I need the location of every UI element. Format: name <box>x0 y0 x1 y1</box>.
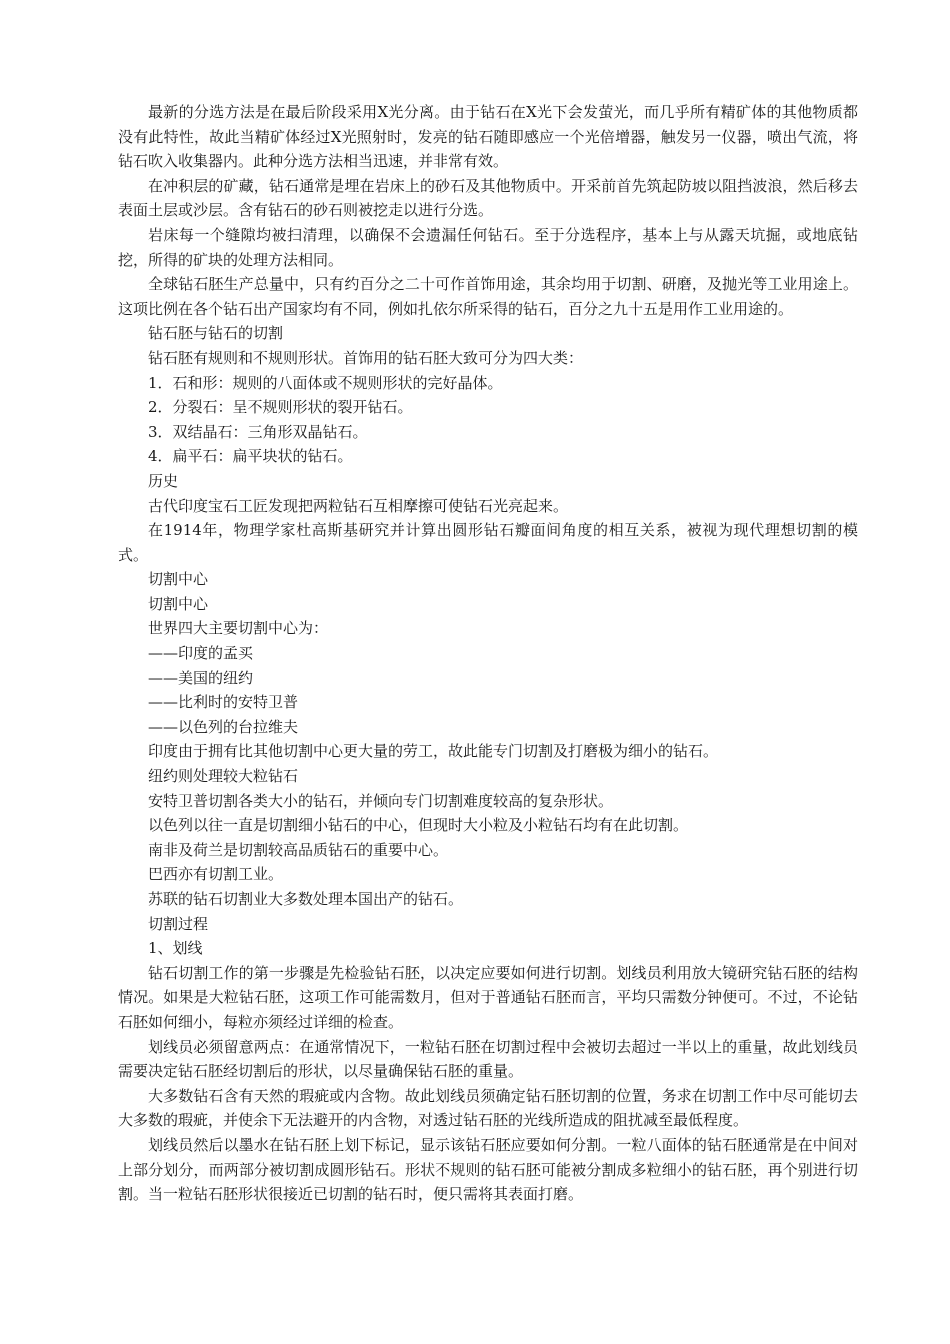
paragraph-inclusions: 大多数钻石含有天然的瑕疵或内含物。故此划线员须确定钻石胚切割的位置，务求在切割工作中尽可能切去大多数的瑕疵，并使余下无法避开的内含物，对透过钻石胚的光线所造成的阻扰减至最低程度。 <box>118 1086 858 1130</box>
paragraph-bedrock-cleaning: 岩床每一个缝隙均被扫清理，以确保不会遗漏任何钻石。至于分选程序，基本上与从露天坑掘，或地底钻挖，所得的矿块的处理方法相同。 <box>118 225 858 269</box>
paragraph-four-centers: 世界四大主要切割中心为： <box>148 619 329 638</box>
paragraph-south-africa-netherlands: 南非及荷兰是切割较高品质钻石的重要中心。 <box>148 840 449 859</box>
paragraph-marking-two-points: 划线员必须留意两点：在通常情况下，一粒钻石胚在切割过程中会被切去超过一半以上的重量，故此划线员需要决定钻石胚经切割后的形状，以尽量确保钻石胚的重量。 <box>118 1037 858 1081</box>
paragraph-1914: 在1914年，物理学家杜高斯基研究并计算出圆形钻石瓣面间角度的相互关系，被视为现代理想切割的模式。 <box>118 521 858 564</box>
paragraph-antwerp: 安特卫普切割各类大小的钻石，并倾向专门切割难度较高的复杂形状。 <box>148 791 614 810</box>
paragraph-alluvial-deposits: 在冲积层的矿藏，钻石通常是埋在岩床上的砂石及其他物质中。开采前首先筑起防坡以阻挡波浪，然后移去表面土层或沙层。含有钻石的砂石则被挖走以进行分选。 <box>118 176 858 220</box>
paragraph-new-york: 纽约则处理较大粒钻石 <box>148 767 299 786</box>
paragraph-ink-marking: 划线员然后以墨水在钻石胚上划下标记，显示该钻石胚应要如何分割。一粒八面体的钻石胚通常是在中间对上部分划分，而两部分被切割成圆形钻石。形状不规则的钻石胚可能被分割成多粒细小的钻石胚，再个别进行切割。当一粒钻石胚形状很接近已切割的钻石时，便只需将其表面打磨。 <box>118 1135 858 1204</box>
list-item-shape-1: 1．石和形：规则的八面体或不规则形状的完好晶体。 <box>148 373 503 392</box>
paragraph-xray-sorting: 最新的分选方法是在最后阶段采用X光分离。由于钻石在X光下会发萤光，而几乎所有精矿体的其他物质都没有此特性，故此当精矿体经过X光照射时，发亮的钻石随即感应一个光倍增器，触发另一仪器，喷出气流，将钻石吹入收集器内。此种分选方法相当迅速，并非常有效。 <box>118 103 858 171</box>
paragraph-global-production: 全球钻石胚生产总量中，只有约百分之二十可作首饰用途，其余均用于切割、研磨，及抛光等工业用途上。这项比例在各个钻石出产国家均有不同，例如扎依尔所采得的钻石，百分之九十五是用作工业用途的。 <box>118 275 858 318</box>
section-heading-cutting-centers: 切割中心 <box>148 570 209 589</box>
paragraph-israel: 以色列以往一直是切割细小钻石的中心，但现时大小粒及小粒钻石均有在此切割。 <box>148 816 689 835</box>
section-heading-cutting-process: 切割过程 <box>148 914 209 933</box>
list-item-center-tel-aviv: ——以色列的台拉维夫 <box>148 717 299 736</box>
paragraph-brazil: 巴西亦有切割工业。 <box>148 865 284 884</box>
document-body <box>118 100 858 1207</box>
section-heading-cutting-centers-repeat: 切割中心 <box>148 594 209 613</box>
list-item-shape-2: 2．分裂石：呈不规则形状的裂开钻石。 <box>148 398 413 417</box>
list-item-shape-4: 4．扁平石：扁平块状的钻石。 <box>148 447 353 466</box>
list-item-center-new-york: ——美国的纽约 <box>148 668 254 687</box>
paragraph-marking-step-one: 钻石切割工作的第一步骤是先检验钻石胚，以决定应要如何进行切割。划线员利用放大镜研究钻石胚的结构情况。如果是大粒钻石胚，这项工作可能需数月，但对于普通钻石胚而言，平均只需数分钟便可。不过，不论钻石胚如何细小，每粒亦须经过详细的检查。 <box>118 963 858 1031</box>
list-item-shape-3: 3．双结晶石：三角形双晶钻石。 <box>148 422 368 441</box>
paragraph-ancient-india: 古代印度宝石工匠发现把两粒钻石互相摩擦可使钻石光亮起来。 <box>148 496 569 515</box>
section-heading-rough-and-cutting: 钻石胚与钻石的切割 <box>148 324 284 343</box>
paragraph-india-labor: 印度由于拥有比其他切割中心更大量的劳工，故此能专门切割及打磨极为细小的钻石。 <box>148 742 719 761</box>
list-item-center-antwerp: ——比利时的安特卫普 <box>148 693 299 712</box>
subsection-heading-marking: 1、划线 <box>148 939 203 958</box>
paragraph-soviet-union: 苏联的钻石切割业大多数处理本国出产的钻石。 <box>148 890 464 908</box>
paragraph-rough-shapes: 钻石胚有规则和不规则形状。首饰用的钻石胚大致可分为四大类： <box>148 348 584 367</box>
list-item-center-mumbai: ——印度的孟买 <box>148 644 254 663</box>
section-heading-history: 历史 <box>148 471 179 490</box>
